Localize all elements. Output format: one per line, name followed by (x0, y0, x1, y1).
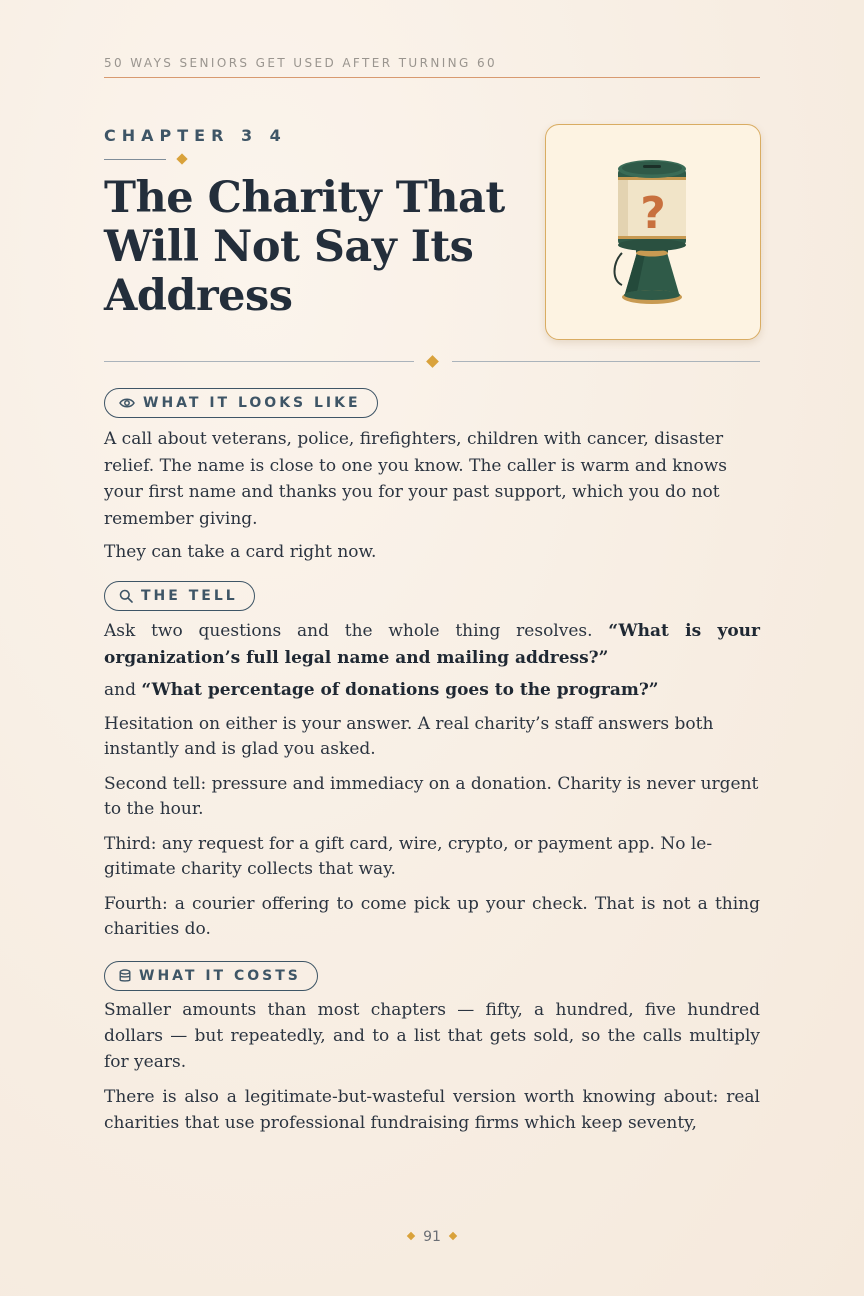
chapter-rule (104, 159, 166, 160)
section-label-looks-like (104, 388, 378, 418)
running-head: 50 WAYS SENIORS GET USED AFTER TURNING 60 (104, 56, 498, 70)
page-number: 91 (423, 1229, 441, 1245)
costs-body (104, 997, 760, 1136)
folio-diamond-right (449, 1232, 457, 1240)
magnifier-icon (119, 589, 133, 603)
section-label-text: WHAT IT COSTS (139, 968, 301, 984)
chapter-title-line: Will Not Say Its (104, 222, 474, 272)
paragraph: They can take a card right now. (104, 542, 377, 562)
paragraph: A call about veterans, police, firefighters, children with cancer, disaster relief. The name is close to one you know. The caller is warm and knows your first name and thanks you for your past support, which you do not remember giving. (104, 429, 728, 529)
chapter-label: CHAPTER 3 4 (104, 126, 287, 145)
section-divider-diamond (426, 355, 439, 368)
eye-icon (119, 397, 135, 409)
chapter-illustration-card (545, 124, 761, 340)
paragraph: There is also a legitimate-but-wasteful version worth knowing about: real charities that use professional fundraising firms which keep seventy, (104, 1087, 760, 1133)
paragraph: Fourth: a courier offering to come pick up your check. That is not a thing charities do. (104, 894, 760, 939)
paragraph: Hesitation on either is your answer. A real charity’s staff answers both instantly and is glad you asked. (104, 714, 714, 759)
running-head-rule (104, 77, 760, 78)
book-page (104, 0, 760, 1296)
paragraph: Smaller amounts than most chapters — fifty, a hundred, five hundred dollars — but repeatedly, and to a list that gets sold, so the calls multiply for years. (104, 1000, 760, 1072)
charity-collection-tin-icon (546, 125, 760, 339)
section-label-text: THE TELL (141, 588, 238, 604)
tell-body-continued (104, 712, 760, 942)
paragraph: Second tell: pressure and immediacy on a donation. Charity is never urgent to the hour. (104, 774, 759, 819)
section-divider-left (104, 361, 414, 362)
section-label-tell (104, 581, 255, 611)
question-two: “What percentage of donations goes to the program?” (141, 680, 659, 700)
folio-diamond-left (407, 1232, 415, 1240)
section-label-text: WHAT IT LOOKS LIKE (143, 395, 361, 411)
paragraph: Third: any request for a gift card, wire, crypto, or payment app. No legitimate charity collects that way. (104, 834, 713, 879)
chapter-diamond-ornament (176, 153, 187, 164)
question-one: “What is your organization’s full legal name and mailing address?” (104, 621, 760, 668)
chapter-title-line: The Charity That (104, 173, 505, 223)
looks-like-body (104, 426, 760, 566)
tell-body (104, 618, 760, 704)
paragraph-lead: and (104, 680, 142, 700)
section-label-costs (104, 961, 318, 991)
coin-stack-icon (119, 969, 131, 983)
page-folio (104, 1229, 760, 1245)
paragraph (104, 618, 760, 671)
chapter-title-line: Address (104, 271, 293, 321)
section-divider-right (452, 361, 760, 362)
paragraph-lead: Ask two questions and the whole thing resolves. (104, 621, 609, 641)
paragraph (104, 677, 760, 704)
chapter-title (104, 174, 524, 321)
question-mark-glyph: ? (640, 188, 666, 239)
